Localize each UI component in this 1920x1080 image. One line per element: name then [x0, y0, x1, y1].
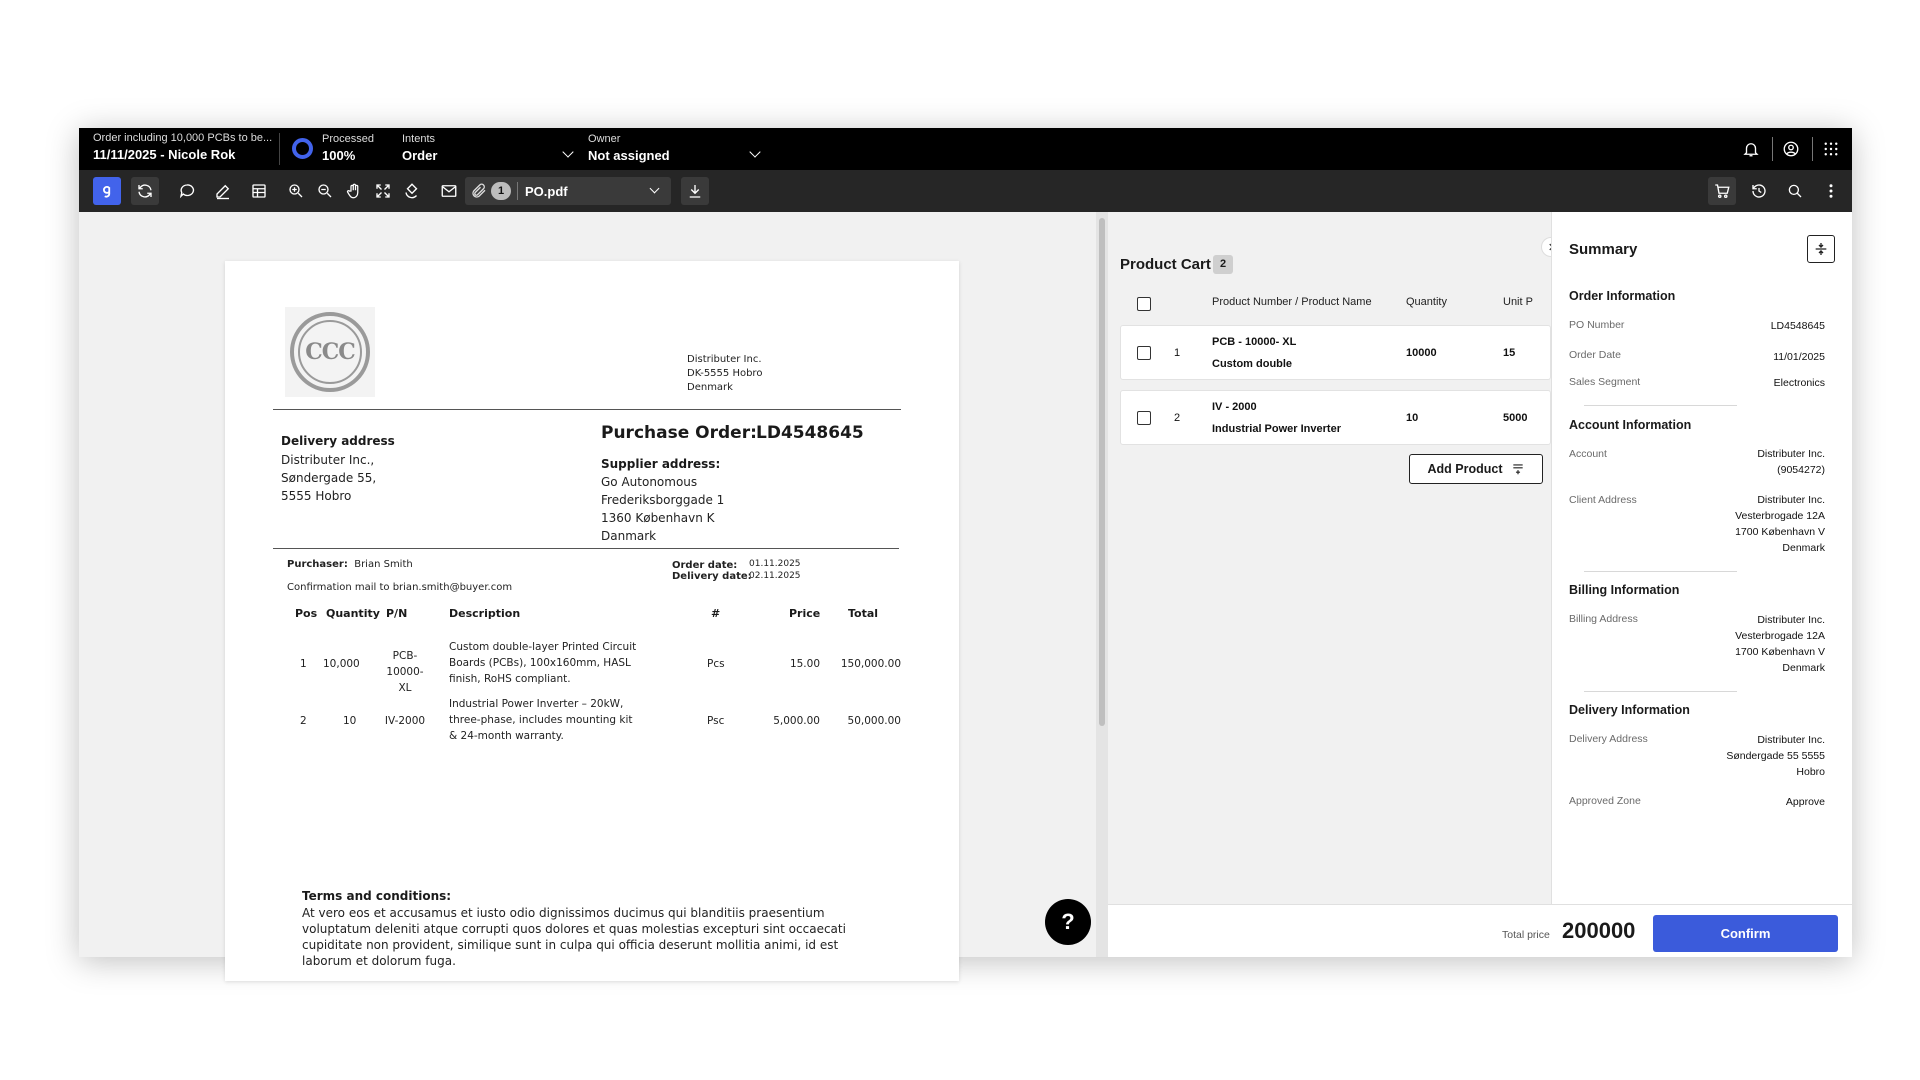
sales-segment-label: Sales Segment — [1569, 376, 1641, 388]
cart-row[interactable] — [1120, 390, 1551, 445]
delivery-address: Distributer Inc., Søndergade 55, 5555 Hobro — [281, 453, 377, 503]
billing-info-heading: Billing Information — [1569, 583, 1680, 597]
intents-select[interactable] — [402, 133, 582, 163]
order-title-block — [93, 132, 272, 162]
row1-pn: PCB-10000- XL — [386, 650, 424, 694]
billing-address-label: Billing Address — [1569, 613, 1638, 625]
rotate-icon[interactable] — [398, 177, 426, 205]
row2-desc: Industrial Power Inverter – 20kW, three-phase, includes mounting kit & 24-month warranty. — [449, 698, 633, 742]
divider — [279, 133, 280, 165]
row1-price: 15.00 — [789, 658, 820, 670]
account-label: Account — [1569, 448, 1607, 460]
confirm-button[interactable]: Confirm — [1653, 915, 1838, 952]
row1-total: 150,000.00 — [840, 658, 901, 670]
billing-address-value: Distributer Inc. Vesterbrogade 12A 1700 København V Denmark — [1735, 614, 1825, 674]
row1-unit: Pcs — [707, 658, 725, 670]
apps-grid-icon[interactable] — [1819, 137, 1843, 161]
intents-label: Intents — [402, 133, 436, 145]
select-all-checkbox[interactable] — [1137, 297, 1151, 311]
status-label: Processed — [322, 133, 374, 145]
intents-value: Order — [402, 148, 438, 163]
terms-text: At vero eos et accusamus et iusto odio dignissimos ducimus qui blanditiis praesentium voluptatum deleniti atque corrupti quos dolores et quas molestias excepturi sint occaecati cupiditate non provident, similique sunt in culpa qui officia deserunt mollitia animi, id est laborum et dolorum fuga. — [302, 906, 846, 968]
divider — [1584, 691, 1737, 692]
attachment-count: 1 — [491, 182, 511, 200]
cart-title: Product Cart — [1120, 256, 1211, 273]
add-product-label: Add Product — [1427, 462, 1503, 476]
help-button[interactable]: ? — [1045, 899, 1091, 945]
row1-pos: 1 — [300, 658, 307, 670]
order-date: 01.11.2025 — [749, 559, 801, 569]
product-quantity[interactable]: 10000 — [1406, 347, 1437, 359]
product-cart-panel — [1108, 212, 1551, 904]
product-name: Industrial Power Inverter — [1212, 423, 1341, 435]
account-value: Distributer Inc. (9054272) — [1757, 448, 1825, 476]
row2-pos: 2 — [300, 715, 307, 727]
notification-bell-icon[interactable] — [1739, 137, 1763, 161]
comment-icon[interactable] — [173, 177, 201, 205]
col-description: Description — [449, 607, 521, 620]
row1-qty: 10,000 — [323, 658, 360, 670]
total-price-value: 200000 — [1562, 918, 1636, 943]
product-unit-price[interactable]: 5000 — [1503, 412, 1528, 424]
order-info-heading: Order Information — [1569, 289, 1676, 303]
row2-pn: IV-2000 — [384, 715, 426, 727]
status-block — [322, 133, 374, 163]
approved-zone-label: Approved Zone — [1569, 795, 1641, 807]
terms-title: Terms and conditions: — [302, 889, 452, 903]
client-address-label: Client Address — [1569, 494, 1637, 506]
col-price: Price — [789, 607, 821, 620]
divider — [273, 548, 899, 549]
col-pos: Pos — [295, 607, 318, 620]
delivery-address-label: Delivery address — [281, 434, 395, 448]
account-info-heading: Account Information — [1569, 418, 1692, 432]
pan-hand-icon[interactable] — [340, 177, 368, 205]
divider — [1772, 137, 1773, 161]
toolbar — [79, 170, 1852, 212]
owner-select[interactable] — [588, 133, 768, 163]
supplier-address: Go Autonomous Frederiksborggade 1 1360 København K Danmark — [601, 475, 725, 543]
document-page — [225, 261, 959, 981]
row2-qty: 10 — [343, 715, 357, 727]
owner-value: Not assigned — [588, 148, 670, 163]
supplier-address-label: Supplier address: — [601, 457, 721, 471]
row-index: 1 — [1174, 347, 1181, 359]
purchaser: Purchaser: Brian Smith — [287, 559, 413, 570]
summary-title: Summary — [1569, 241, 1638, 258]
search-icon[interactable] — [1781, 177, 1809, 205]
order-subtitle: 11/11/2025 - Nicole Rok — [93, 147, 236, 162]
file-name[interactable]: PO.pdf — [525, 184, 568, 199]
more-vertical-icon[interactable] — [1817, 177, 1845, 205]
status-ring-icon — [292, 138, 313, 159]
row2-unit: Psc — [707, 715, 725, 727]
po-number: LD4548645 — [756, 423, 864, 443]
delivery-address-value: Distributer Inc. Søndergade 55 5555 Hobro — [1726, 734, 1825, 778]
product-number: IV - 2000 — [1212, 401, 1257, 413]
col-quantity: Quantity — [326, 607, 380, 620]
po-number-value: LD4548645 — [1770, 320, 1825, 332]
po-number-label: PO Number — [1569, 319, 1625, 331]
fit-screen-icon[interactable] — [369, 177, 397, 205]
account-icon[interactable] — [1779, 137, 1803, 161]
product-name: Custom double — [1212, 358, 1293, 370]
status-value: 100% — [322, 148, 356, 163]
app-window — [79, 128, 1852, 968]
approved-zone-value: Approve — [1785, 796, 1825, 808]
row-checkbox[interactable] — [1137, 411, 1151, 425]
order-title: Order including 10,000 PCBs to be... — [93, 132, 273, 144]
col-total: Total — [848, 607, 879, 620]
product-unit-price[interactable]: 15 — [1503, 347, 1516, 359]
delivery-date-label: Delivery date: — [672, 571, 752, 582]
product-number: PCB - 10000- XL — [1212, 336, 1297, 348]
delivery-info-heading: Delivery Information — [1569, 703, 1690, 717]
row-checkbox[interactable] — [1137, 346, 1151, 360]
history-icon[interactable] — [1745, 177, 1773, 205]
delivery-date: 02.11.2025 — [749, 571, 801, 581]
zoom-in-icon[interactable] — [282, 177, 310, 205]
sales-segment-value: Electronics — [1773, 377, 1825, 389]
add-product-button[interactable] — [1409, 454, 1543, 484]
paperclip-icon[interactable] — [465, 177, 493, 205]
row1-desc: Custom double-layer Printed Circuit Boards (PCBs), 100x160mm, HASL finish, RoHS compliant. — [449, 641, 637, 685]
order-date-label: Order Date — [1569, 349, 1621, 361]
delivery-address-label: Delivery Address — [1569, 733, 1648, 745]
collapse-rows-icon — [1813, 241, 1829, 257]
product-quantity[interactable]: 10 — [1406, 412, 1419, 424]
refresh-icon[interactable] — [131, 177, 159, 205]
confirmation-mail: Confirmation mail to brian.smith@buyer.com — [287, 582, 513, 593]
row2-total: 50,000.00 — [847, 715, 901, 727]
col-unit: # — [711, 607, 721, 620]
logo-icon[interactable] — [93, 177, 121, 205]
divider — [1812, 137, 1813, 161]
col-unit-price: Unit P — [1503, 296, 1533, 308]
row2-price: 5,000.00 — [773, 715, 820, 727]
edit-icon[interactable] — [209, 177, 237, 205]
col-quantity: Quantity — [1406, 296, 1447, 308]
divider — [1584, 571, 1737, 572]
summary-options-button[interactable] — [1807, 235, 1835, 263]
cart-count-badge: 2 — [1213, 255, 1233, 274]
client-address-value: Distributer Inc. Vesterbrogade 12A 1700 København V Denmark — [1735, 494, 1825, 554]
order-date-label: Order date: — [672, 560, 738, 571]
row-index: 2 — [1174, 412, 1181, 424]
cart-icon[interactable] — [1708, 177, 1736, 205]
col-product: Product Number / Product Name — [1212, 296, 1372, 308]
document-scrollbar-thumb[interactable] — [1099, 218, 1105, 726]
add-list-icon — [1511, 462, 1525, 476]
po-title: Purchase Order: — [601, 423, 757, 443]
zoom-out-icon[interactable] — [311, 177, 339, 205]
cart-row[interactable] — [1120, 325, 1551, 380]
total-price-label: Total price — [1502, 929, 1550, 941]
owner-label: Owner — [588, 133, 621, 145]
table-icon[interactable] — [245, 177, 273, 205]
col-pn: P/N — [386, 607, 408, 620]
top-bar — [79, 128, 1852, 170]
download-icon[interactable] — [681, 177, 709, 205]
order-date-value: 11/01/2025 — [1773, 351, 1825, 363]
divider — [1584, 405, 1737, 406]
divider — [517, 182, 518, 200]
distributor-address: Distributer Inc. DK-5555 Hobro Denmark — [687, 354, 763, 393]
company-logo: CCC — [285, 307, 375, 397]
divider — [273, 409, 901, 410]
mail-icon[interactable] — [435, 177, 463, 205]
